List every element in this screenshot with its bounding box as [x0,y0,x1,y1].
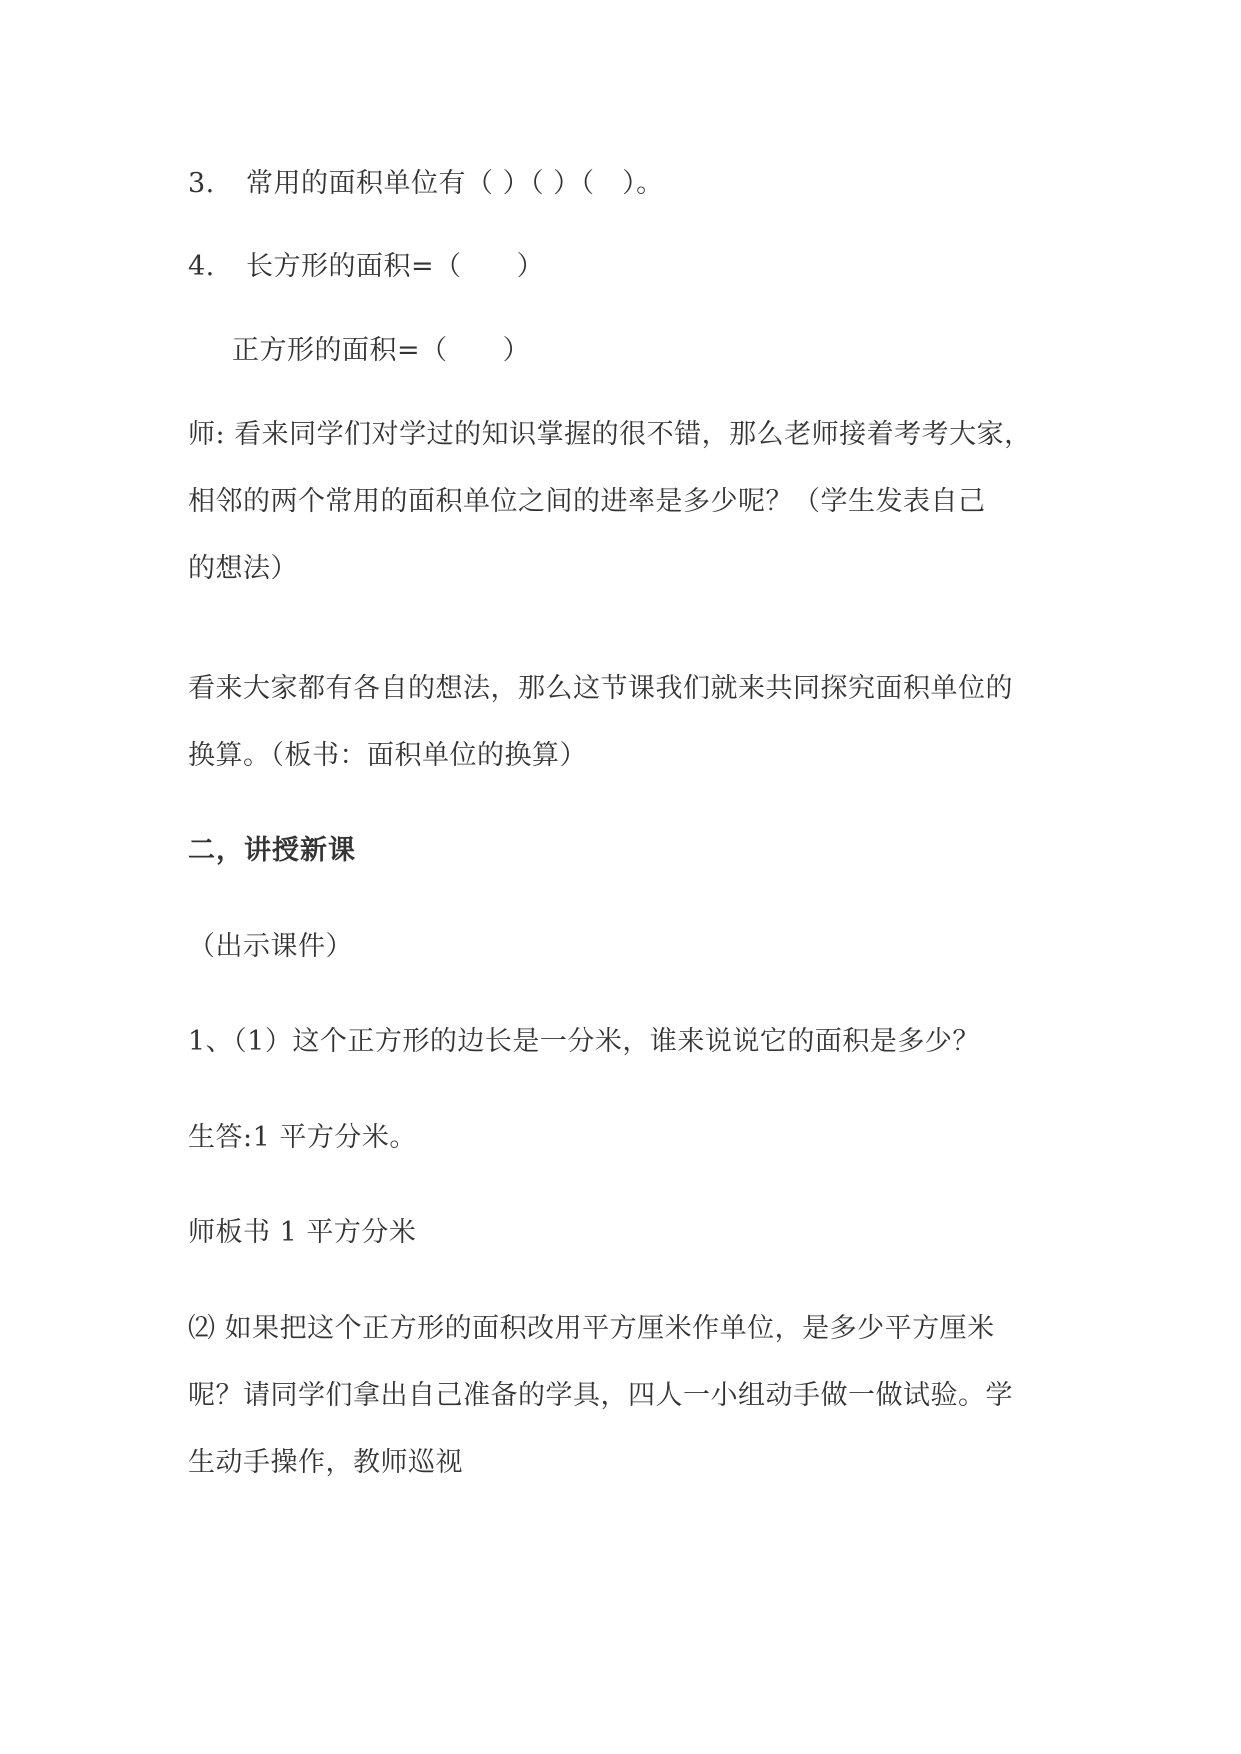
question-2-line-1: ⑵ 如果把这个正方形的面积改用平方厘米作单位，是多少平方厘米 [188,1313,995,1344]
item-4-text: 长方形的面积=（ ） [246,251,545,282]
item-4-sub: 正方形的面积=（ ） [232,335,531,366]
item-3 [188,164,664,204]
item-4 [188,247,544,287]
question-1: 1、（1）这个正方形的边长是一分米，谁来说说它的面积是多少？ [188,1026,980,1057]
item-4-number: 4. [188,251,215,282]
board-note: 师板书 1 平方分米 [188,1217,417,1248]
teacher-para-line-2: 相邻的两个常用的面积单位之间的进率是多少呢？（学生发表自己 [188,486,986,517]
intro-para-line-1: 看来大家都有各自的想法，那么这节课我们就来共同探究面积单位的 [188,673,1013,704]
question-2-line-3: 生动手操作，教师巡视 [188,1447,463,1478]
courseware-note: （出示课件） [188,931,353,962]
teacher-para-line-3: 的想法） [188,553,298,584]
item-3-text: 常用的面积单位有（ ）（ ）（ ）。 [246,168,664,199]
question-2-line-2: 呢？请同学们拿出自己准备的学具，四人一小组动手做一做试验。学 [188,1380,1013,1411]
item-3-number: 3. [188,168,215,199]
intro-para-line-2: 换算。（板书：面积单位的换算） [188,740,587,771]
student-answer: 生答:1 平方分米。 [188,1122,417,1153]
teacher-para-line-1: 师: 看来同学们对学过的知识掌握的很不错，那么老师接着考考大家， [188,419,1032,450]
section-heading: 二，讲授新课 [188,835,356,866]
